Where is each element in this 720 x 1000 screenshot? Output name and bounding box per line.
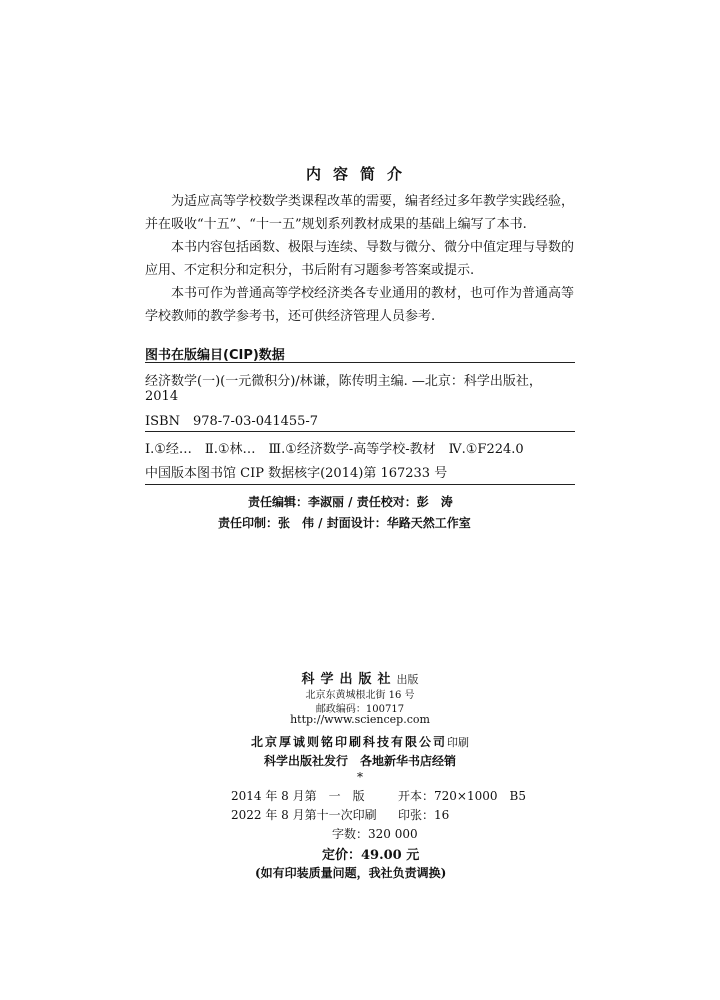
book-format: 开本：720×1000 B5 <box>398 789 526 803</box>
intro-title: 内容简介 <box>305 165 414 183</box>
intro-paragraph-2: 本书内容包括函数、极限与连续、导数与微分、微分中值定理与导数的应用、不定积分和定积分，书后附有习题参考答案或提示. <box>145 240 575 278</box>
cip-heading: 图书在版编目(CIP)数据 <box>145 348 285 363</box>
separator-star: * <box>357 770 363 784</box>
publisher-name-line <box>0 668 720 687</box>
publisher-postcode: 邮政编码：100717 <box>315 704 405 715</box>
quality-note: (如有印装质量问题，我社负责调换) <box>255 866 447 880</box>
reprint-info: 2022 年 8 月第十一次印刷 <box>231 808 377 822</box>
staff-editors: 责任编辑：李淑丽 / 责任校对：彭 涛 <box>248 495 453 509</box>
staff-production: 责任印制：张 伟 / 封面设计：华路天然工作室 <box>218 516 471 530</box>
first-edition: 2014 年 8 月第 一 版 <box>231 789 365 803</box>
publisher-suffix: 出版 <box>396 673 419 686</box>
intro-paragraph-3: 本书可作为普通高等学校经济类各专业通用的教材，也可作为普通高等学校教师的教学参考书，还可供经济管理人员参考. <box>145 286 575 324</box>
cip-mid-rule <box>145 431 575 432</box>
printer-name: 北京厚诚则铭印刷科技有限公司 <box>250 735 447 749</box>
word-count: 字数：320 000 <box>332 827 418 841</box>
cip-classification: Ⅰ.①经… Ⅱ.①林… Ⅲ.①经济数学-高等学校-教材 Ⅳ.①F224.0 <box>145 442 524 457</box>
cip-isbn: ISBN 978-7-03-041455-7 <box>145 414 319 429</box>
printer-line <box>0 731 720 750</box>
publisher-address: 北京东黄城根北街 16 号 <box>305 690 415 701</box>
publisher-website: http://www.sciencep.com <box>290 713 430 726</box>
cip-title-line: 经济数学(一)(一元微积分)/林谦，陈传明主编. —北京：科学出版社， <box>145 374 542 389</box>
publisher-name: 科学出版社 <box>301 672 397 687</box>
cip-bottom-rule <box>145 484 575 485</box>
cip-year-line: 2014 <box>145 389 179 404</box>
intro-paragraph-1: 为适应高等学校数学类课程改革的需要，编者经过多年教学实践经验，并在吸收“十五”、“十一五”规划系列教材成果的基础上编写了本书. <box>145 194 575 232</box>
cip-top-rule <box>145 362 575 363</box>
printer-suffix: 印刷 <box>447 736 469 749</box>
price: 定价：49.00 元 <box>322 848 420 863</box>
intro-text <box>145 190 575 328</box>
printed-sheets: 印张：16 <box>398 808 450 822</box>
cip-verify-number: 中国版本图书馆 CIP 数据核字(2014)第 167233 号 <box>145 466 448 481</box>
distribution-line: 科学出版社发行 各地新华书店经销 <box>263 754 456 768</box>
